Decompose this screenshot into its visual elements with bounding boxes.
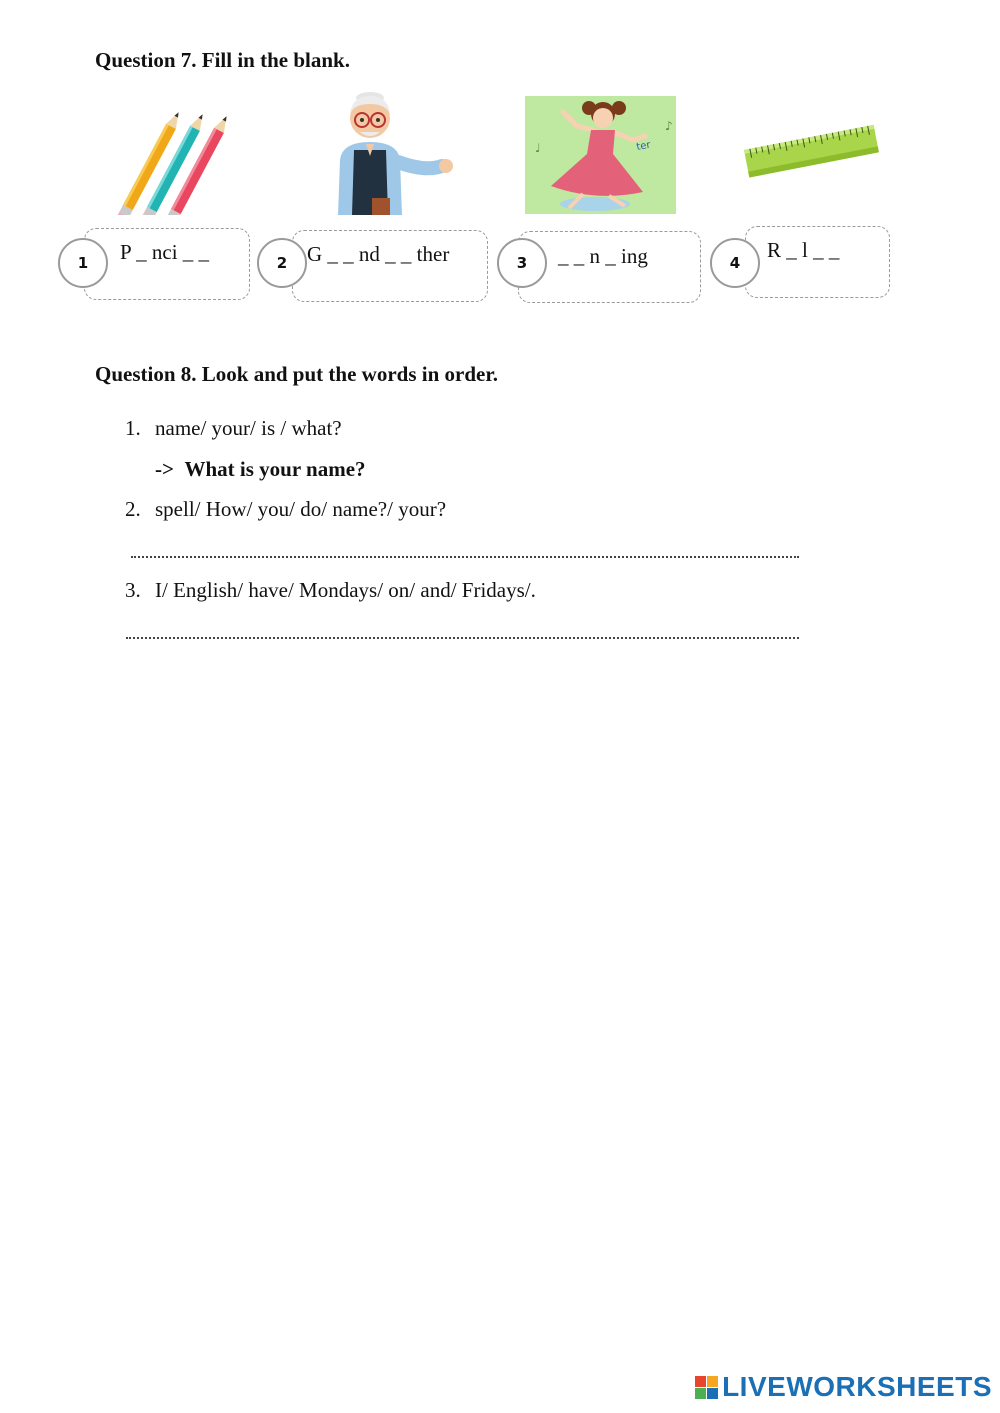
number-badge-4: 4 (710, 238, 760, 288)
order-item-2 (125, 497, 446, 522)
answer-text: What is your name? (184, 457, 366, 481)
order-item-number-2: 2. (125, 497, 141, 521)
svg-text:ter: ter (635, 139, 652, 153)
order-item-number-3: 3. (125, 578, 141, 602)
word-clue-4: R _ l _ _ (767, 238, 840, 262)
svg-text:♩: ♩ (535, 141, 541, 155)
pencils-image (105, 105, 235, 215)
grandfather-image (330, 90, 460, 215)
answer-line-2[interactable] (131, 556, 799, 558)
order-item-prompt-1: name/ your/ is / what? (155, 416, 342, 440)
order-item-number-1: 1. (125, 416, 141, 440)
word-clue-2: G _ _ nd _ _ ther (307, 242, 450, 266)
order-item-prompt-2: spell/ How/ you/ do/ name?/ your? (155, 497, 447, 521)
order-item-1 (125, 416, 342, 441)
answer-arrow: -> (155, 457, 174, 481)
word-clue-3: _ _ n _ ing (558, 244, 648, 268)
order-item-3 (125, 578, 536, 603)
number-badge-1: 1 (58, 238, 108, 288)
question-7-title: Question 7. Fill in the blank. (95, 48, 350, 72)
order-item-prompt-3: I/ English/ have/ Mondays/ on/ and/ Fridays/. (155, 578, 536, 602)
example-answer (155, 457, 366, 482)
svg-text:♪: ♪ (665, 119, 673, 133)
word-clue-1: P _ nci _ _ (120, 240, 210, 264)
liveworksheets-logo-icon (695, 1376, 718, 1399)
question-8-title: Question 8. Look and put the words in order. (95, 362, 498, 386)
answer-line-3[interactable] (126, 637, 799, 639)
dancing-girl-image (525, 96, 676, 214)
ruler-image (738, 110, 880, 200)
liveworksheets-logo (695, 1371, 992, 1403)
number-badge-2: 2 (257, 238, 307, 288)
number-badge-3: 3 (497, 238, 547, 288)
liveworksheets-brand: LIVEWORKSHEETS (722, 1371, 992, 1402)
